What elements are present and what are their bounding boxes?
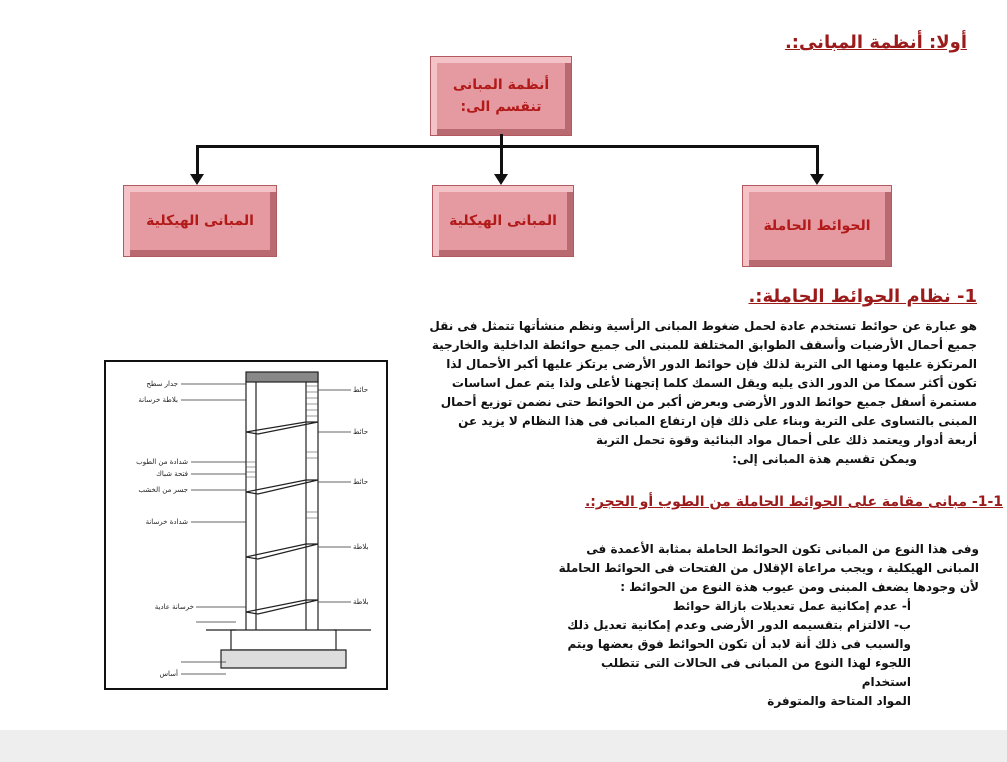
sketch-label: خرسانة عادية <box>154 603 194 611</box>
page-title: أولا: أنظمة المبانى:. <box>784 32 967 53</box>
section-1-1-line: وفى هذا النوع من المبانى تكون الحوائط الحاملة بمثابة الأعمدة فى <box>586 542 979 556</box>
sketch-label: جسر من الخشب <box>138 486 188 494</box>
section-1-1-body <box>549 540 979 711</box>
connector-right <box>816 145 819 175</box>
section-1-line: أربعة أدوار ويعتمد ذلك على أحمال مواد البنائية وقوة تحمل التربة <box>596 433 977 447</box>
sketch-label: حائط <box>353 386 369 394</box>
section-1-line: مستمرة أسفل جميع حوائط الدور الأرضى وبعرض أكبر من الحوائط حتى نضمن توزيع أحمال <box>440 395 977 409</box>
sketch-label: حائط <box>353 428 369 436</box>
sketch-label: شدادة خرسانة <box>145 518 188 526</box>
section-1-1-line: المواد المتاحة والمتوفرة <box>767 694 911 708</box>
sketch-label: جدار سطح <box>146 380 178 388</box>
root-box <box>430 56 572 136</box>
section-1-line: المبنى بالتساوى على التربة وبناء على ذلك فإن ارتفاع المبانى فى هذا النظام لا يزيد عن <box>458 414 977 428</box>
building-drawing <box>106 362 386 688</box>
section-1-1-line: المبانى الهيكلية ، ويجب مراعاة الإقلال من الفتحات فى الحوائط الحاملة <box>558 561 979 575</box>
child-box-center: المبانى الهيكلية <box>432 185 574 257</box>
building-sketch <box>104 360 388 690</box>
child-box-left: المبانى الهيكلية <box>123 185 277 257</box>
child-box-right: الحوائط الحاملة <box>742 185 892 267</box>
arrow-right-icon <box>810 174 824 185</box>
sketch-label: أساس <box>159 670 178 678</box>
connector-center <box>500 145 503 175</box>
sketch-label: شدادة من الطوب <box>136 458 188 466</box>
root-line-1: أنظمة المبانى <box>452 77 550 93</box>
arrow-center-icon <box>494 174 508 185</box>
section-1-line: جميع أحمال الأرضيات وأسقف الطوابق المختلفة للمبنى الى جميع حوائطة الداخلية والخارجية <box>431 338 977 352</box>
connector-horizontal <box>196 145 819 148</box>
root-line-2: تنقسم الى: <box>460 99 542 115</box>
connector-left <box>196 145 199 175</box>
section-1-line: المرتكزة عليها ومنها الى التربة لذلك فإن حوائط الدور الأرضى يرتكز عليها أكبر الأحمال لذا <box>446 357 977 371</box>
sketch-label: حائط <box>353 478 369 486</box>
sketch-label: فتحة شباك <box>156 470 188 478</box>
section-1-1-line: ب- الالتزام بتقسيمه الدور الأرضى وعدم إمكانية تعديل ذلك <box>567 618 911 632</box>
section-1-line: تكون أكثر سمكا من الدور الذى يليه ويقل السمك كلما إتجهنا لأعلى ولذا يتم عمل اساسات <box>451 376 977 390</box>
section-1-line: ويمكن تقسيم هذة المبانى إلى: <box>732 452 917 466</box>
section-1-body <box>417 317 977 469</box>
section-1-heading: 1- نظام الحوائط الحاملة:. <box>748 286 977 307</box>
section-1-1-line: والسبب فى ذلك أنة لابد أن تكون الحوائط فوق بعضها ويتم <box>567 637 911 651</box>
section-1-1-line: اللجوء لهذا النوع من المبانى فى الحالات التى تتطلب استخدام <box>600 656 911 689</box>
sketch-label: بلاطة <box>353 543 369 551</box>
section-1-1-heading: 1-1- مبانى مقامة على الحوائط الحاملة من الطوب أو الحجر:. <box>584 494 1003 510</box>
section-1-1-line: أ- عدم إمكانية عمل تعديلات بازالة حوائط <box>672 599 911 613</box>
section-1-line: هو عبارة عن حوائط تستخدم عادة لحمل ضغوط المبانى الرأسية ونظم منشأتها تتمثل فى نقل <box>429 319 977 333</box>
sketch-label: بلاطة خرسانة <box>138 396 178 404</box>
footer-band <box>0 730 1007 762</box>
section-1-1-line: لأن وجودها يضعف المبنى ومن عيوب هذة النوع من الحوائط : <box>620 580 979 594</box>
sketch-label: بلاطة <box>353 598 369 606</box>
arrow-left-icon <box>190 174 204 185</box>
